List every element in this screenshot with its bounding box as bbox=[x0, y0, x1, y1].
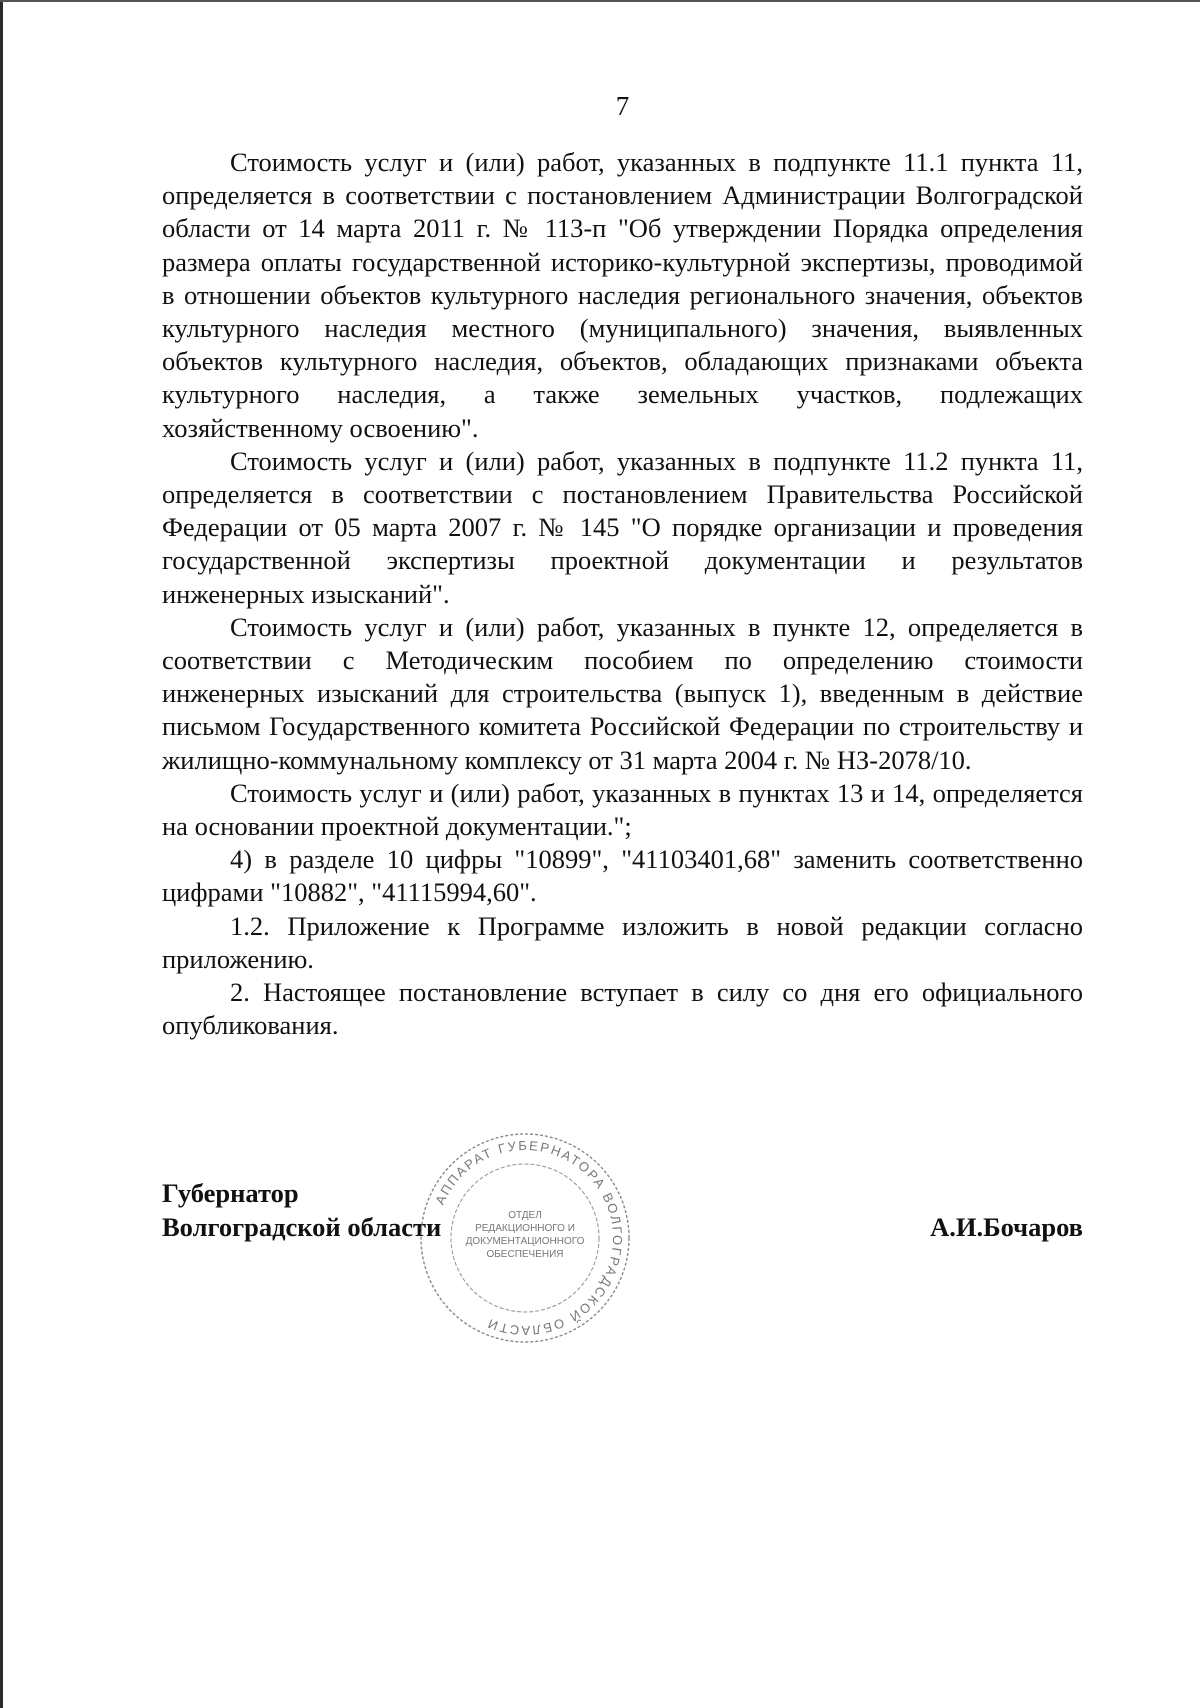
page-edge-top bbox=[0, 0, 1200, 2]
page-number: 7 bbox=[615, 91, 630, 121]
stamp-outer-ring-text: АППАРАТ ГУБЕРНАТОРА ВОЛГОГРАДСКОЙ ОБЛАСТИ bbox=[432, 1137, 626, 1339]
stamp-center-line-1: ОТДЕЛ bbox=[508, 1210, 542, 1221]
official-stamp bbox=[415, 1128, 635, 1348]
signature-title-line2: Волгоградской области bbox=[162, 1212, 442, 1242]
paragraph-cost-12: Стоимость услуг и (или) работ, указанных в пункте 12, определяется в соответствии с Методическим пособием по определению стоимости инженерных изысканий для строительства (выпуск 1), введенным в действие письмом Государственного комитета Российской Федерации по строительству и жилищно-коммунальному комплексу от 31 марта 2004 г. № НЗ-2078/10. bbox=[162, 611, 1083, 775]
paragraph-cost-13-14: Стоимость услуг и (или) работ, указанных в пунктах 13 и 14, определяется на основании проектной документации."; bbox=[162, 777, 1083, 842]
signature-title-line1: Губернатор bbox=[162, 1178, 299, 1208]
paragraph-cost-11-2: Стоимость услуг и (или) работ, указанных в подпункте 11.2 пункта 11, определяется в соответствии с постановлением Правительства Российской Федерации от 05 марта 2007 г. № 145 "О порядке организации и проведения государственной экспертизы проектной документации и результатов инженерных изысканий". bbox=[162, 445, 1083, 609]
stamp-center-line-3: ДОКУМЕНТАЦИОННОГО bbox=[465, 1236, 585, 1247]
paragraph-effective-date: 2. Настоящее постановление вступает в силу со дня его официального опубликования. bbox=[162, 977, 1083, 1041]
signatory-name: А.И.Бочаров bbox=[930, 1212, 1083, 1242]
page-edge-left bbox=[0, 0, 3, 1708]
paragraph-cost-11-1: Стоимость услуг и (или) работ, указанных в подпункте 11.1 пункта 11, определяется в соответствии с постановлением Администрации Волгоградской области от 14 марта 2011 г. № 113-п "Об утверждении Порядка определения размера оплаты государственной историко-культурной экспертизы, проводимой в отношении объектов культурного наследия регионального значения, объектов культурного наследия местного (муниципального) значения, выявленных объектов культурного наследия, объектов, обладающих признаками объекта культурного наследия, а также земельных участков, подлежащих хозяйственному освоению". bbox=[162, 147, 1083, 443]
paragraph-section-10-change: 4) в разделе 10 цифры "10899", "41103401,68" заменить соответственно цифрами "10882", "41115994,60". bbox=[162, 844, 1083, 908]
stamp-center-line-2: РЕДАКЦИОННОГО И bbox=[475, 1223, 575, 1234]
paragraph-appendix: 1.2. Приложение к Программе изложить в новой редакции согласно приложению. bbox=[162, 910, 1083, 974]
stamp-center-line-4: ОБЕСПЕЧЕНИЯ bbox=[486, 1249, 564, 1260]
document-body bbox=[162, 146, 1083, 1042]
